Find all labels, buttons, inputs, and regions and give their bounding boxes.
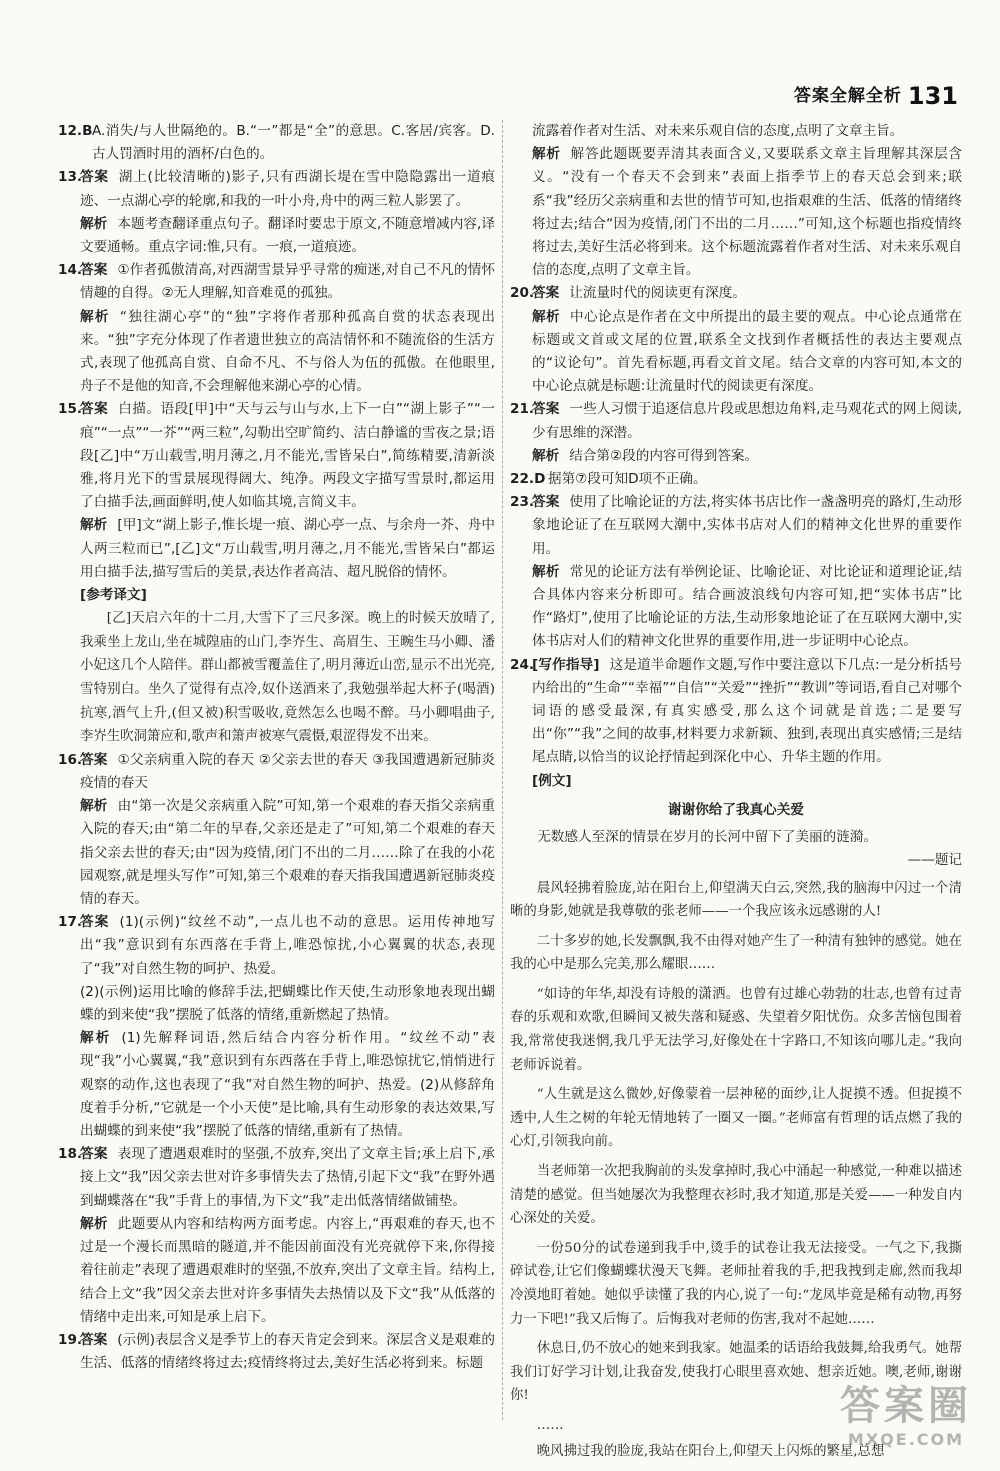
- essay-paragraph: 晨风轻拂着脸庞,站在阳台上,仰望满天白云,突然,我的脑海中闪过一个清晰的身影,她就是我尊敬的张老师——一个我应该永远感谢的人!: [510, 880, 962, 920]
- answer-text: 一些人习惯于追逐信息片段或思想边角料,走马观花式的网上阅读,少有思维的深潜。: [532, 401, 963, 441]
- analysis-21: [510, 445, 962, 468]
- writing-guide-text: 这是道半命题作文题,写作中要注意以下几点:一是分析括号内给出的“生命”“幸福”“自信”“关爱”“挫折”“教训”等词语,看自己对哪个词语的感受最深,有真实感受,那么这个词就是首选;二是要写出“你”“我”之间的故事,材料要力求新颖、独到,表现出真实感情;三是结尾点睛,以恰当的议论抒情起到深化中心、升华主题的作用。: [532, 656, 962, 766]
- essay-paragraph: 休息日,仍不放心的她来到我家。她温柔的话语给我鼓舞,给我勇气。她帮我们订好学习计划,让我奋发,使我打心眼里喜欢她、想亲近她。噢,老师,谢谢你!: [510, 1341, 962, 1404]
- answer-19-continued: 流露着作者对生活、对未来乐观自信的态度,点明了文章主旨。: [532, 123, 904, 139]
- analysis-label: 解析: [532, 146, 561, 163]
- essay-paragraph: “如诗的年华,却没有诗般的潇洒。也曾有过雄心勃勃的壮志,也曾有过青春的乐观和欢歌,但瞬间又被失落和疑惑、失望着夕阳忧伤。众多苦恼包围着我,常常使我迷惘,我几乎无法学习,好像处在十字路口,不知该向哪儿走。”我向老师诉说着。: [510, 986, 962, 1073]
- answer-label: 答案: [80, 401, 109, 418]
- analysis-text: 常见的论证方法有举例论证、比喻论证、对比论证和道理论证,结合具体内容来分析即可。结合画波浪线句内容可知,把“实体书店”比作“路灯”,使用了比喻论证的方法,生动形象地论证了在互联网大潮中,实体书店对人们的精神文化世界的重要作用,进一步证明中心论点。: [532, 563, 962, 650]
- analysis-label: 解析: [80, 215, 108, 232]
- analysis-15: [58, 514, 495, 584]
- analysis-text: “独往湖心亭”的“独”字将作者那种孤高自赏的状态表现出来。“独”字充分体现了作者遗世独立的高洁情怀和不随流俗的生活方式,表现了他孤高自赏、自命不凡、不与俗人为伍的孤傲。在他眼里,舟子不是他的知音,不会理解他来湖心亭的心情。: [80, 308, 496, 395]
- answer-23: [510, 491, 962, 561]
- essay-epigraph: 无数感人至深的情景在岁月的长河中留下了美丽的涟漪。: [537, 829, 878, 846]
- writing-guide-label: [写作指导]: [532, 656, 600, 673]
- analysis-16: [58, 795, 495, 911]
- question-number: 19.: [58, 1331, 83, 1348]
- question-number: 18.: [58, 1146, 83, 1163]
- question-number: 15.: [58, 401, 83, 418]
- analysis-19: [510, 143, 962, 282]
- question-number: 17.: [58, 914, 83, 931]
- answer-text: A.消失/与人世隔绝的。B.“一”都是“全”的意思。C.客居/宾客。D.古人罚酒时用的酒杯/白色的。: [92, 123, 495, 163]
- right-column: [510, 120, 962, 1469]
- reference-translation-title: [参考译文]: [80, 587, 147, 604]
- example-essay-label: [例文]: [532, 772, 572, 789]
- analysis-text: 中心论点是作者在文中所提出的最主要的观点。中心论点通常在标题或文首或文尾的位置,联系全文找到作者概括性的表达主要观点的“议论句”。首先看标题,再看文首文尾。结合文章的内容可知,本文的中心论点就是标题:让流量时代的阅读更有深度。: [532, 308, 963, 395]
- answer-16: [58, 749, 495, 795]
- analysis-text: 由“第一次是父亲病重入院”可知,第一个艰难的春天指父亲病重入院的春天;由“第二年的早春,父亲还是走了”可知,第二个艰难的春天指父亲去世的春天;由“因为疫情,闭门不出的二月……除了在我的小花园观察,就是埋头写作”可知,第三个艰难的春天指我国遭遇新冠肺炎疫情的春天。: [80, 798, 496, 908]
- answer-text: 据第⑦段可知D项不正确。: [548, 471, 707, 488]
- answer-15: [58, 398, 495, 514]
- answer-14: [58, 259, 495, 305]
- analysis-label: 解析: [532, 447, 560, 464]
- answer-17-part-2: (2)(示例)运用比喻的修辞手法,把蝴蝶比作天使,生动形象地表现出蝴蝶的到来使“我”摆脱了低落的情绪,重新燃起了热情。: [80, 983, 495, 1024]
- essay-paragraph: 晚风拂过我的脸庞,我站在阳台上,仰望天上闪烁的繁星,总想: [536, 1443, 885, 1459]
- analysis-label: 解析: [80, 517, 108, 534]
- essay-epigraph-source: ——题记: [907, 852, 962, 869]
- analysis-label: 解析: [80, 308, 110, 325]
- column-divider: [502, 120, 504, 1420]
- question-number: 23.: [510, 494, 535, 511]
- question-number: 13.: [58, 169, 83, 186]
- answer-12: [58, 120, 495, 166]
- analysis-label: 解析: [80, 1030, 112, 1047]
- analysis-label: 解析: [80, 798, 108, 815]
- answer-label: 答案: [80, 1146, 108, 1163]
- answer-text: 湖上(比较清晰的)影子,只有西湖长堤在雪中隐隐露出一道痕迹、一点湖心亭的轮廓,和我的一叶小舟,舟中的两三粒人影罢了。: [80, 169, 495, 209]
- answer-20: [510, 282, 962, 305]
- answer-text: (示例)表层含义是季节上的春天肯定会到来。深层含义是艰难的生活、低落的情绪终将过去;疫情终将过去,美好生活必将到来。标题: [80, 1331, 495, 1372]
- question-number: 20.: [510, 285, 535, 302]
- answer-text: 白描。语段[甲]中“天与云与山与水,上下一白”“湖上影子”“一痕”“一点”“一芥”“两三粒”,勾勒出空旷简约、洁白静谧的雪夜之景;语段[乙]中“万山载雪,明月薄之,月不能光,雪皆呆白”,简练精要,清新淡雅,将月光下的雪景展现得阔大、纯净。两段文字描写雪景时,都运用了白描手法,画面鲜明,使人如临其境,言简义丰。: [80, 401, 496, 511]
- answer-24: [510, 654, 962, 770]
- question-number: 22.D: [510, 471, 546, 488]
- analysis-23: [510, 561, 962, 654]
- answer-text: 使用了比喻论证的方法,将实体书店比作一盏盏明亮的路灯,生动形象地论证了在互联网大潮中,实体书店对人们的精神文化世界的重要作用。: [532, 494, 963, 557]
- analysis-label: 解析: [532, 308, 561, 325]
- question-number: 14.: [58, 262, 83, 279]
- analysis-14: [58, 306, 495, 399]
- site-watermark: [840, 1384, 972, 1451]
- essay-title: 谢谢你给了我真心关爱: [668, 801, 804, 818]
- analysis-text: 解答此题既要弄清其表面含义,又要联系文章主旨理解其深层含义。“没有一个春天不会到来”表面上指季节上的春天总会到来;联系“我”经历父亲病重和去世的情节可知,也指艰难的生活、低落的情绪终将过去;结合“因为疫情,闭门不出的二月……”可知,这个标题也指疫情终将过去,美好生活必将到来。这个标题流露着作者对生活、对未来乐观自信的态度,点明了文章主旨。: [532, 146, 962, 279]
- question-number: 16.: [58, 751, 83, 768]
- answer-label: 答案: [532, 401, 560, 418]
- analysis-text: 结合第②段的内容可得到答案。: [569, 447, 759, 464]
- essay-paragraph: 一份50分的试卷递到我手中,烫手的试卷让我无法接受。一气之下,我撕碎试卷,让它们像蝴蝶状漫天飞舞。老师扯着我的手,把我拽到走廊,然而我却冷漠地盯着她。她似乎读懂了我的内心,说了一句:“龙凤毕竟是稀有动物,再努力一下吧!”我又后悔了。后悔我对老师的伤害,我对不起她……: [510, 1240, 962, 1327]
- answer-label: 答案: [80, 914, 110, 931]
- answer-18: [58, 1143, 495, 1213]
- analysis-label: 解析: [80, 1215, 108, 1232]
- answer-22: [510, 468, 962, 491]
- answer-text: (1)(示例)“纹丝不动”,一点儿也不动的意思。运用传神地写出“我”意识到有东西落在手背上,唯恐惊扰,小心翼翼的状态,表现了“我”对自然生物的呵护、热爱。: [80, 914, 495, 977]
- watermark-logo: 答案圈: [840, 1382, 972, 1429]
- answer-label: 答案: [80, 1331, 108, 1348]
- analysis-text: 本题考查翻译重点句子。翻译时要忠于原文,不随意增减内容,译文要通畅。重点字词:惟,只有。一痕,一道痕迹。: [80, 215, 496, 256]
- answer-label: 答案: [80, 169, 109, 186]
- essay-paragraph: “人生就是这么微妙,好像蒙着一层神秘的面纱,让人捉摸不透。但捉摸不透中,人生之树的年轮无情地转了一圈又一圈。”老师富有哲理的话点燃了我的心灯,引领我向前。: [510, 1087, 962, 1150]
- answer-label: 答案: [532, 285, 560, 302]
- page-number: 131: [907, 82, 958, 111]
- answer-text: 让流量时代的阅读更有深度。: [569, 285, 746, 302]
- analysis-text: 此题要从内容和结构两方面考虑。内容上,“再艰难的春天,也不过是一个漫长而黑暗的隧道,并不能因前面没有光亮就停下来,你得接着往前走”表现了遭遇艰难时的坚强,不放弃,突出了文章主旨。结构上,结合上文“我”因父亲去世对许多事情失去热情以及下文“我”从低落的情绪中走出来,可知是承上启下。: [80, 1215, 496, 1325]
- analysis-label: 解析: [532, 563, 560, 580]
- left-column: [58, 120, 495, 1375]
- answer-text: ①作者孤傲清高,对西湖雪景异乎寻常的痴迷,对自己不凡的情怀情趣的自得。②无人理解,知音难觅的孤独。: [80, 262, 496, 302]
- analysis-13: [58, 213, 495, 259]
- question-number: 12.B: [58, 123, 93, 139]
- answer-label: 答案: [532, 494, 560, 511]
- essay-paragraph: 二十多岁的她,长发飘飘,我不由得对她产生了一种清有独钟的感觉。她在我的心中是那么完美,那么耀眼……: [510, 933, 962, 973]
- analysis-text: [甲]文“湖上影子,惟长堤一痕、湖心亭一点、与余舟一芥、舟中人两三粒而已”,[乙]文“万山载雪,明月薄之,月不能光,雪皆呆白”都运用白描手法,描写雪后的美景,表达作者高洁、超凡脱俗的情怀。: [80, 517, 496, 580]
- essay-ellipsis: ……: [536, 1417, 564, 1433]
- analysis-text: (1)先解释词语,然后结合内容分析作用。“纹丝不动”表现“我”小心翼翼,“我”意识到有东西落在手背上,唯恐惊扰它,悄悄进行观察的动作,这也表现了“我”对自然生物的呵护、热爱。(2)从修辞角度着手分析,“它就是一个小天使”是比喻,具有生动形象的表达效果,写出蝴蝶的到来使“我”摆脱了低落的情绪,重新有了热情。: [80, 1030, 496, 1140]
- answer-text: ①父亲病重入院的春天 ②父亲去世的春天 ③我国遭遇新冠肺炎疫情的春天: [80, 751, 496, 792]
- answer-13: [58, 166, 495, 212]
- essay-paragraph: 当老师第一次把我胸前的头发拿掉时,我心中涌起一种感觉,一种难以描述清楚的感觉。但当她屡次为我整理衣衫时,我才知道,那是关爱——一种发自内心深处的关爱。: [510, 1164, 962, 1227]
- analysis-20: [510, 306, 962, 399]
- answer-label: 答案: [80, 262, 108, 279]
- question-number: 24.: [510, 656, 535, 673]
- answer-text: 表现了遭遇艰难时的坚强,不放弃,突出了文章主旨;承上启下,承接上文“我”因父亲去世对许多事情失去了热情,引起下文“我”在野外遇到蝴蝶落在“我”手背上的事情,为下文“我”走出低落情绪做铺垫。: [80, 1146, 496, 1209]
- watermark-url: MXQE.COM: [847, 1429, 965, 1449]
- answer-21: [510, 398, 962, 444]
- answer-17: [58, 911, 495, 981]
- question-number: 21.: [510, 401, 535, 418]
- answer-19: [58, 1329, 495, 1375]
- reference-translation-text: [乙]天启六年的十二月,大雪下了三尺多深。晚上的时候天放晴了,我乘坐上龙山,坐在城隍庙的山门,李岕生、高眉生、王畹生马小卿、潘小妃这几个人陪伴。群山都被雪覆盖住了,明月薄近山峦,显示不出光亮,雪特别白。坐久了觉得有点冷,奴仆送酒来了,我勉强举起大杯子(喝酒)抗寒,酒气上升,(但又被)积雪吸收,竟然怎么也喝不醉。马小卿唱曲子,李岕生吹洞箫应和,歌声和箫声被寒气震慑,艰涩得发不出来。: [80, 611, 495, 745]
- analysis-17: [58, 1027, 495, 1143]
- analysis-18: [58, 1213, 495, 1329]
- page-header: [794, 80, 958, 114]
- answer-label: 答案: [80, 751, 108, 768]
- header-title: 答案全解全析: [793, 86, 902, 107]
